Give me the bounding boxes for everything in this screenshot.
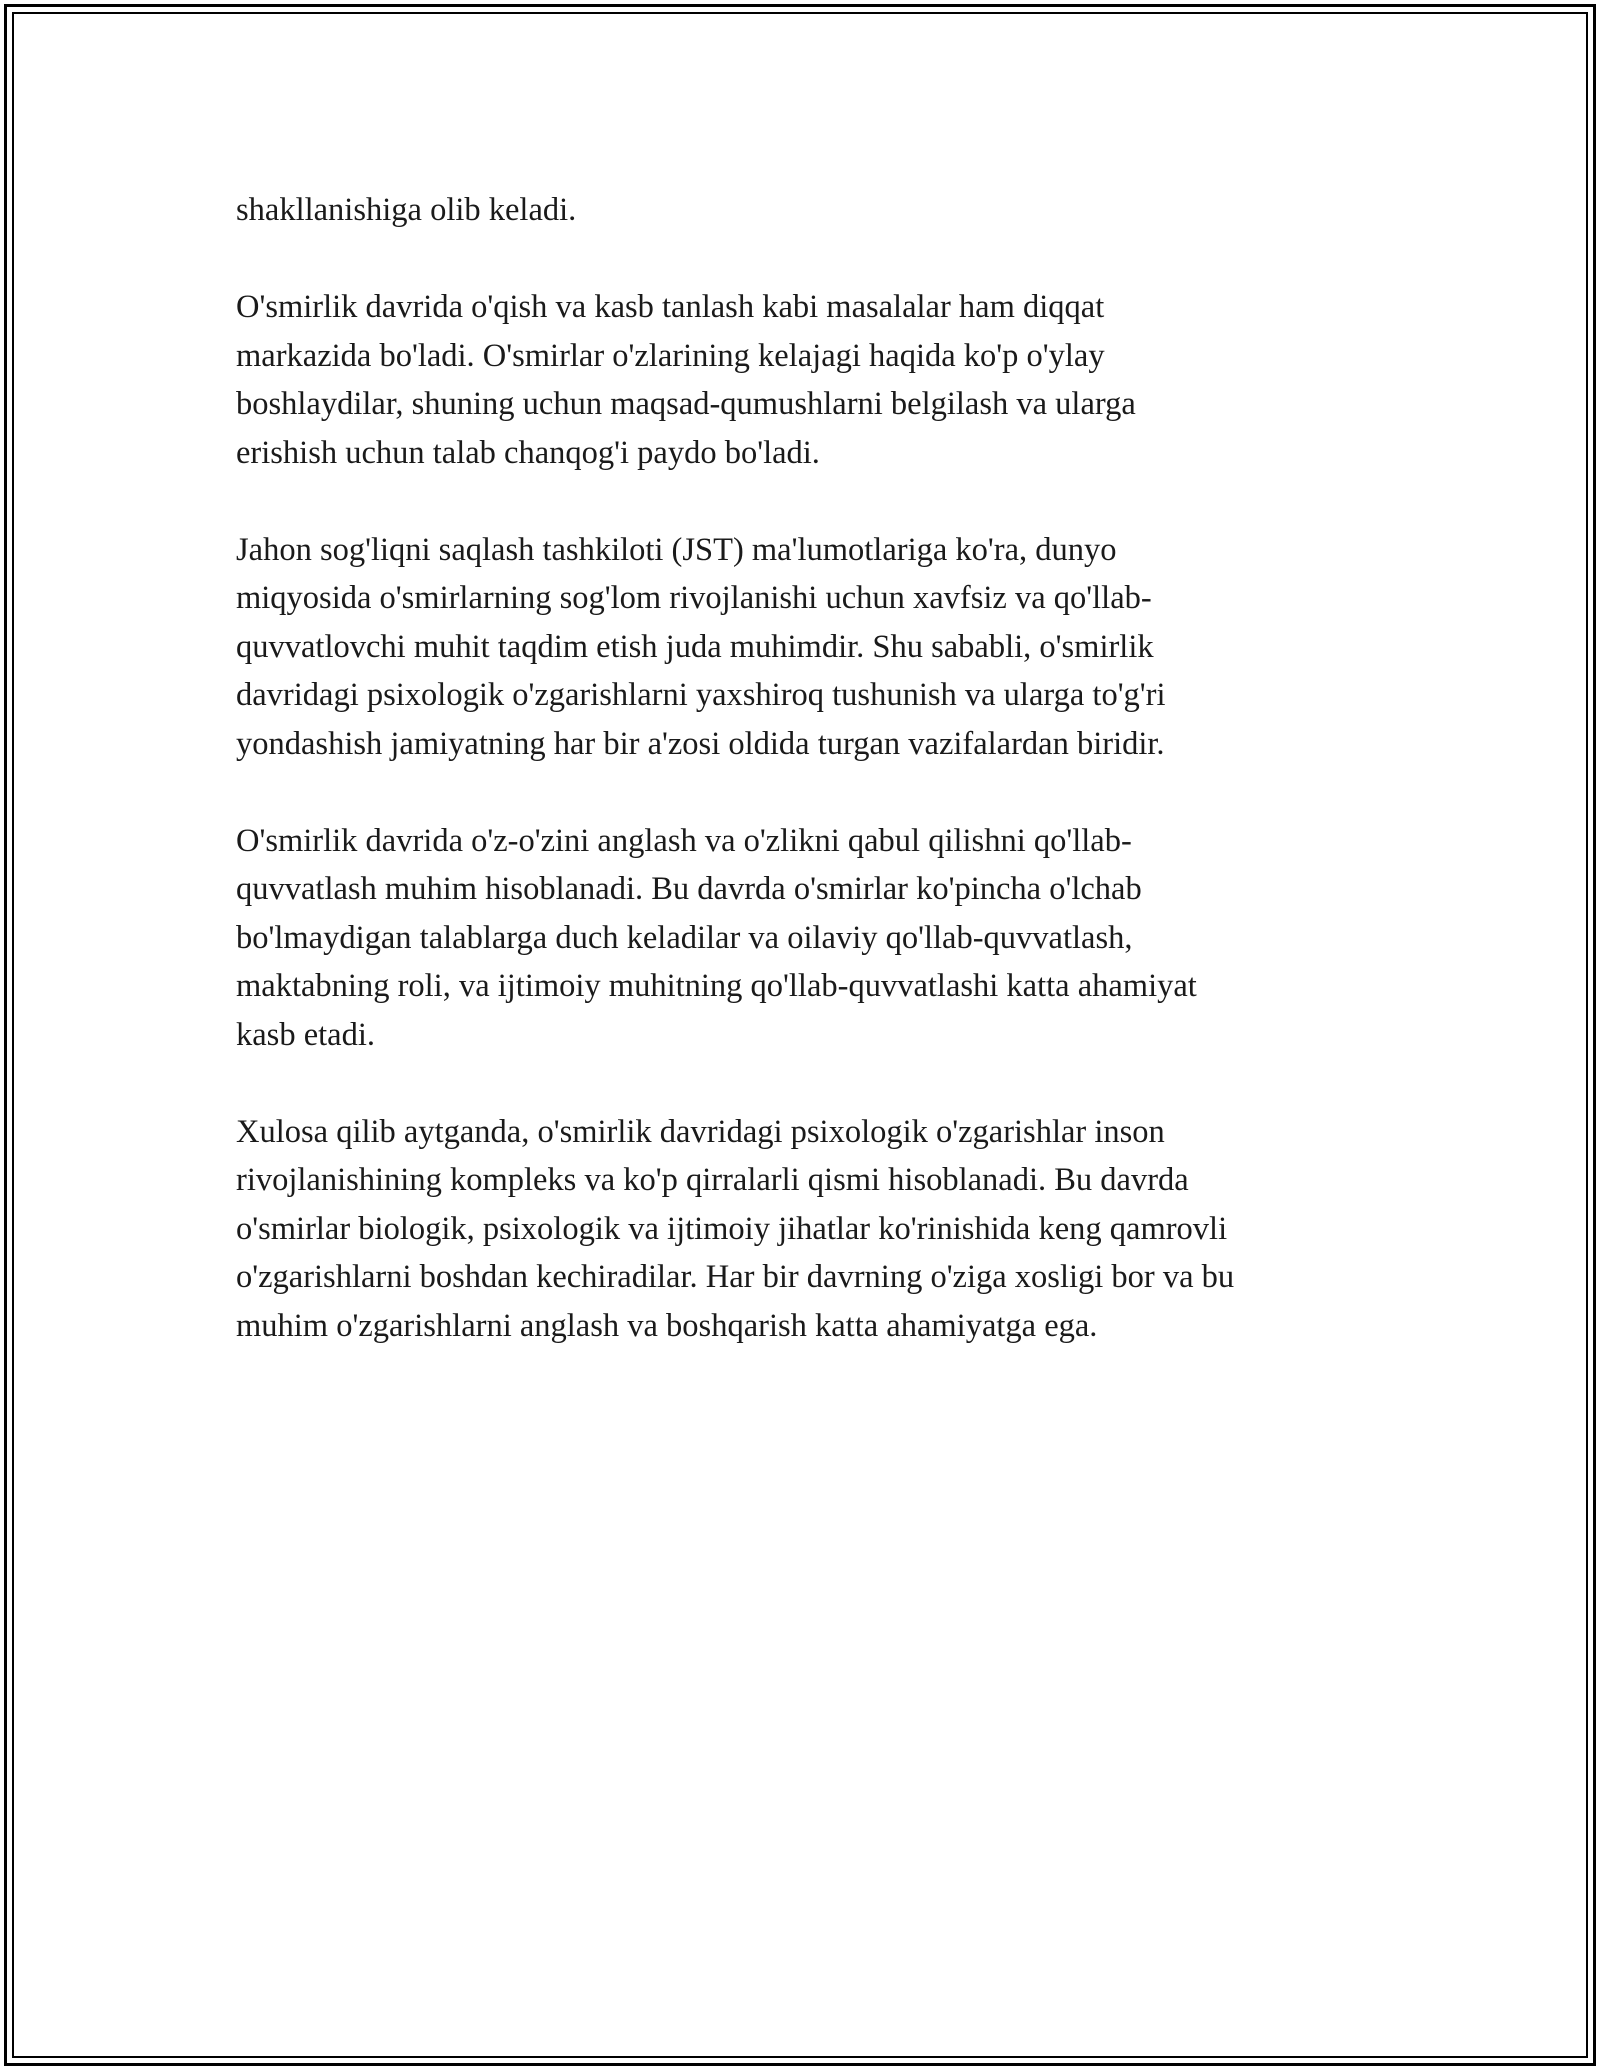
text-line: shakllanishiga olib keladi. bbox=[236, 192, 577, 228]
text-line: quvvatlovchi muhit taqdim etish juda muhimdir. Shu sababli, o'smirlik bbox=[236, 628, 1154, 665]
paragraph-5 bbox=[236, 1108, 1386, 1351]
text-line: davridagi psixologik o'zgarishlarni yaxshiroq tushunish va ularga to'g'ri bbox=[236, 677, 1166, 713]
text-line: kasb etadi. bbox=[236, 1016, 375, 1053]
text-line: muhim o'zgarishlarni anglash va boshqarish katta ahamiyatga ega. bbox=[236, 1307, 1098, 1344]
paragraph-1 bbox=[236, 186, 1386, 235]
text-line: o'zgarishlarni boshdan kechiradilar. Har bir davrning o'ziga xosligi bor va bu bbox=[236, 1259, 1235, 1295]
text-line: Xulosa qilib aytganda, o'smirlik davridagi psixologik o'zgarishlar inson bbox=[236, 1113, 1165, 1150]
text-line: markazida bo'ladi. O'smirlar o'zlarining kelajagi haqida ko'p o'ylay bbox=[236, 337, 1105, 374]
text-line: miqyosida o'smirlarning sog'lom rivojlanishi uchun xavfsiz va qo'llab- bbox=[236, 580, 1152, 616]
text-line: Jahon sog'liqni saqlash tashkiloti (JST) ma'lumotlariga ko'ra, dunyo bbox=[236, 531, 1117, 568]
paragraph-2 bbox=[236, 283, 1386, 477]
paragraph-4 bbox=[236, 817, 1386, 1060]
text-line: rivojlanishining kompleks va ko'p qirralarli qismi hisoblanadi. Bu davrda bbox=[236, 1162, 1189, 1198]
text-line: quvvatlash muhim hisoblanadi. Bu davrda o'smirlar ko'pincha o'lchab bbox=[236, 871, 1142, 907]
text-line: O'smirlik davrida o'qish va kasb tanlash kabi masalalar ham diqqat bbox=[236, 289, 1105, 325]
text-line: erishish uchun talab chanqog'i paydo bo'ladi. bbox=[236, 434, 820, 471]
text-line: bo'lmaydigan talablarga duch keladilar va oilaviy qo'llab-quvvatlash, bbox=[236, 919, 1133, 956]
paragraph-3 bbox=[236, 526, 1386, 769]
text-line: maktabning roli, va ijtimoiy muhitning qo'llab-quvvatlashi katta ahamiyat bbox=[236, 968, 1197, 1004]
text-line: o'smirlar biologik, psixologik va ijtimoiy jihatlar ko'rinishida keng qamrovli bbox=[236, 1210, 1228, 1247]
text-line: yondashish jamiyatning har bir a'zosi oldida turgan vazifalardan biridir. bbox=[236, 725, 1165, 762]
document-body bbox=[236, 186, 1386, 1399]
text-line: O'smirlik davrida o'z-o'zini anglash va o'zlikni qabul qilishni qo'llab- bbox=[236, 822, 1132, 859]
text-line: boshlaydilar, shuning uchun maqsad-qumushlarni belgilash va ularga bbox=[236, 386, 1136, 422]
